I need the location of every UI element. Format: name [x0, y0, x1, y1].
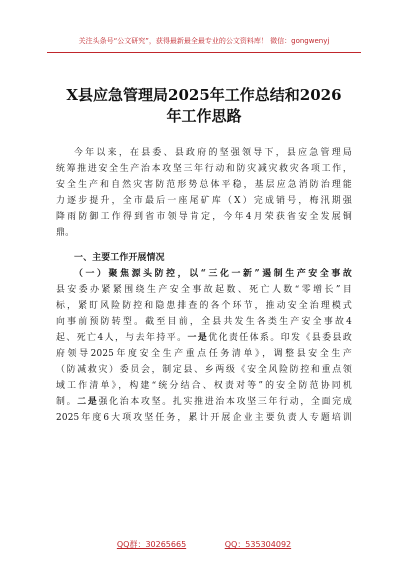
- intro-line: 今年以来，在县委、县政府的坚强领导下，县应急管理局: [74, 148, 352, 158]
- body-text: 起、死亡4人，与去年持平。: [56, 333, 188, 343]
- body-text: 强化治本攻坚。扎实推进治本攻坚三年行动，全面完成: [98, 397, 352, 407]
- subsection-heading: （一）聚焦源头防控，以“三化一新”遏制生产安全事故: [74, 269, 352, 279]
- body-line: [56, 330, 352, 346]
- body-line: 域工作清单》，构建“统分结合、权责对等”的安全防范协同机: [56, 381, 352, 391]
- title-line-1: X县应急管理局2025年工作总结和2026: [66, 86, 342, 104]
- marker-one: 一是: [187, 333, 209, 343]
- body-text: 制。: [56, 397, 78, 407]
- footer-qq-group[interactable]: QQ群：30265665: [116, 540, 187, 549]
- document-body: [56, 145, 352, 426]
- header-divider: [47, 52, 361, 53]
- document-title: [40, 85, 368, 127]
- footer-contact: [0, 539, 408, 550]
- body-line: 2025年度6大项攻坚任务，累计开展企业主要负责人专题培训: [56, 413, 352, 423]
- body-text: 优化责任体系。印发《县委县政: [208, 333, 352, 343]
- title-line-2: 年工作思路: [166, 107, 242, 125]
- intro-line: 统筹推进安全生产治本攻坚三年行动和防灾减灾救灾各项工作，: [56, 164, 352, 174]
- intro-line: 力逐步提升，全市最后一座尾矿库（X）完成销号，梅汛期强: [56, 196, 352, 206]
- body-line: [56, 394, 352, 410]
- intro-line: 鼎。: [56, 228, 75, 238]
- body-line: 府领导2025年度安全生产重点任务清单》，调整县安全生产: [56, 349, 352, 359]
- body-line: （防减救灾）委员会，制定县、乡两级《安全风险防控和重点领: [56, 365, 352, 375]
- header-notice: 关注头条号“公文研究”，获得最新最全最专业的公文资料库！ 微信：gongwenyj: [78, 37, 330, 45]
- section-heading: 一、主要工作开展情况: [74, 253, 165, 263]
- marker-two: 二是: [77, 397, 99, 407]
- body-line: 向事前预防转型。截至目前，全县共发生各类生产安全事故4: [56, 317, 352, 327]
- intro-line: 降雨防御工作得到省市领导肯定，今年4月荣获省安全发展铜: [56, 212, 352, 222]
- intro-line: 安全生产和自然灾害防范形势总体平稳，基层应急消防治理能: [56, 180, 352, 190]
- footer-qq-contact[interactable]: QQ：535304092: [224, 540, 292, 549]
- body-line: 标，紧盯风险防控和隐患排查的各个环节，推动安全治理模式: [56, 301, 352, 311]
- body-line: 县安委办紧紧围绕生产安全事故起数、死亡人数“零增长”目: [56, 285, 352, 295]
